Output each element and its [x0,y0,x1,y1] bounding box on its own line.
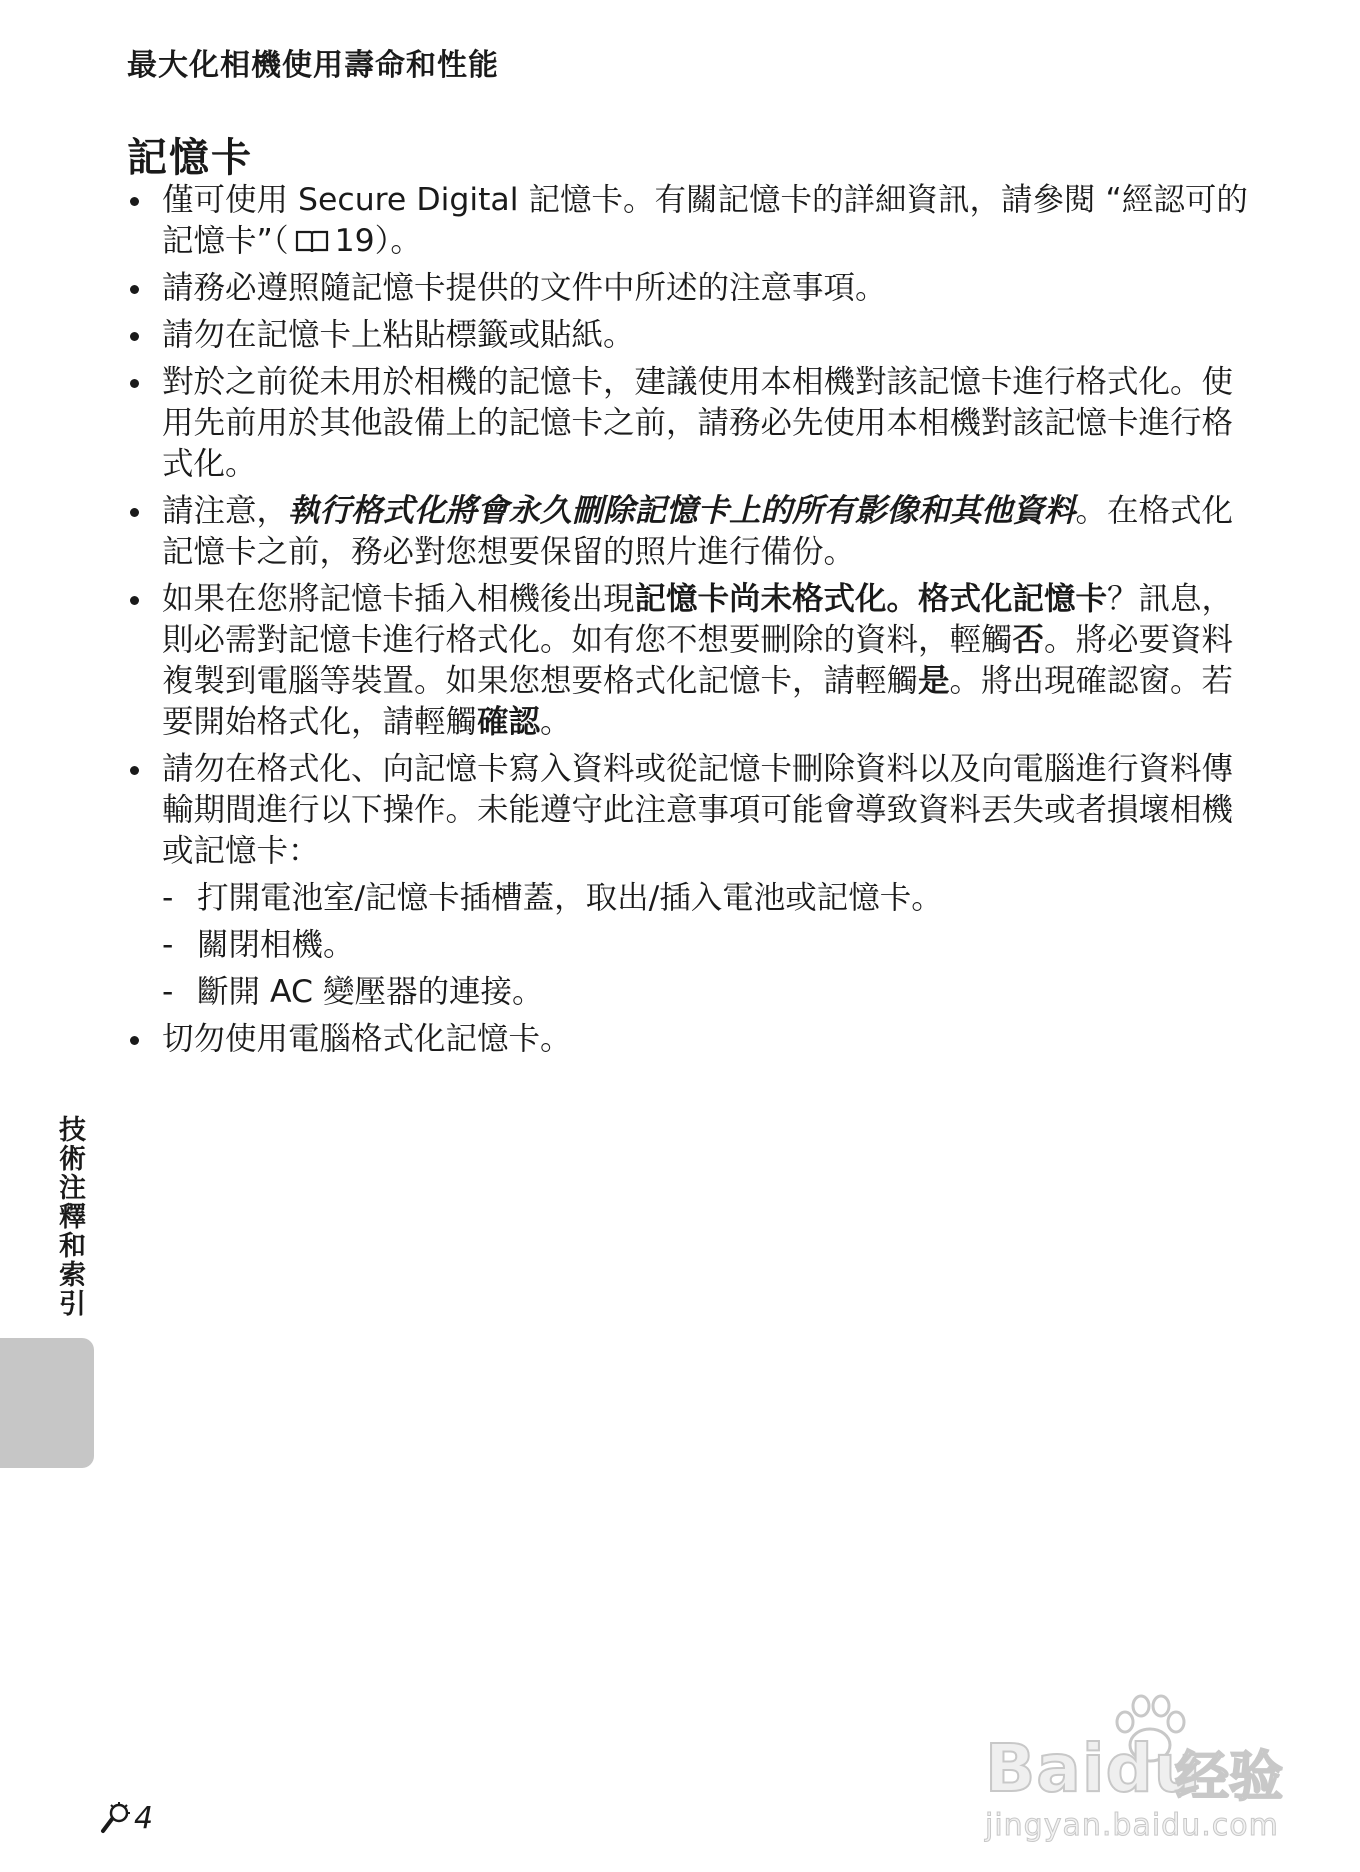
option-no: 否 [1012,622,1045,658]
content-list [127,180,1252,1066]
page-number-text: 4 [134,1800,154,1836]
section-title: 記憶卡 [127,135,253,181]
item-text: 如果在您將記憶卡插入相機後出現 [162,581,635,617]
watermark-url: jingyan.baidu.com [985,1808,1279,1843]
side-tab [0,1338,94,1468]
wrench-icon [100,1800,132,1836]
list-item [127,579,1252,743]
list-item: 請勿在記憶卡上粘貼標籤或貼紙。 [127,315,1252,356]
item-text: 。 [540,704,572,740]
option-confirm: 確認 [477,704,541,740]
list-item [127,491,1252,573]
page-reference: 19）。 [334,223,422,259]
watermark-cn: 经验 [1175,1745,1283,1808]
watermark [985,1690,1305,1850]
watermark-brand [985,1730,1202,1807]
message-text: 記憶卡尚未格式化。格式化記憶卡 [634,581,1108,617]
list-item: 對於之前從未用於相機的記憶卡，建議使用本相機對該記憶卡進行格式化。使用先前用於其他設備上的記憶卡之前，請務必先使用本相機對該記憶卡進行格式化。 [127,362,1252,485]
side-section-label: 技術注釋和索引 [54,1115,85,1318]
list-item: 請務必遵照隨記憶卡提供的文件中所述的注意事項。 [127,268,1252,309]
item-text: ？訊息，則必需對記憶卡進行格式化。如有您不想要刪除的資料，輕觸 [162,581,1234,658]
option-yes: 是 [918,663,950,699]
book-icon [295,229,329,254]
item-text: 。在格式化記憶卡之前，務必對您想要保留的照片進行備份。 [162,493,1234,570]
watermark-brand-b: du [1105,1730,1202,1807]
item-text: 僅可使用 Secure Digital 記憶卡。有關記憶卡的詳細資訊，請參閱 “經認可的記憶卡”（ [162,182,1248,259]
item-text: 。將出現確認窗。若要開始格式化，請輕觸 [162,663,1234,740]
list-item [127,180,1252,262]
page-number [100,1800,153,1836]
sub-list-item: - 關閉相機。 [127,925,1252,966]
item-text: 請注意， [162,493,289,529]
sub-list-item: - 斷開 AC 變壓器的連接。 [127,972,1252,1013]
warning-emphasis: 執行格式化將會永久刪除記憶卡上的所有影像和其他資料 [288,493,1076,529]
watermark-brand-a: Bai [985,1730,1106,1807]
item-text: 。將必要資料複製到電腦等裝置。如果您想要格式化記憶卡，請輕觸 [162,622,1234,699]
running-head: 最大化相機使用壽命和性能 [127,48,499,83]
list-item: 請勿在格式化、向記憶卡寫入資料或從記憶卡刪除資料以及向電腦進行資料傳輸期間進行以下操作。未能遵守此注意事項可能會導致資料丟失或者損壞相機或記憶卡： [127,749,1252,872]
sub-list-item: - 打開電池室/記憶卡插槽蓋，取出/插入電池或記憶卡。 [127,878,1252,919]
list-item: 切勿使用電腦格式化記憶卡。 [127,1019,1252,1060]
